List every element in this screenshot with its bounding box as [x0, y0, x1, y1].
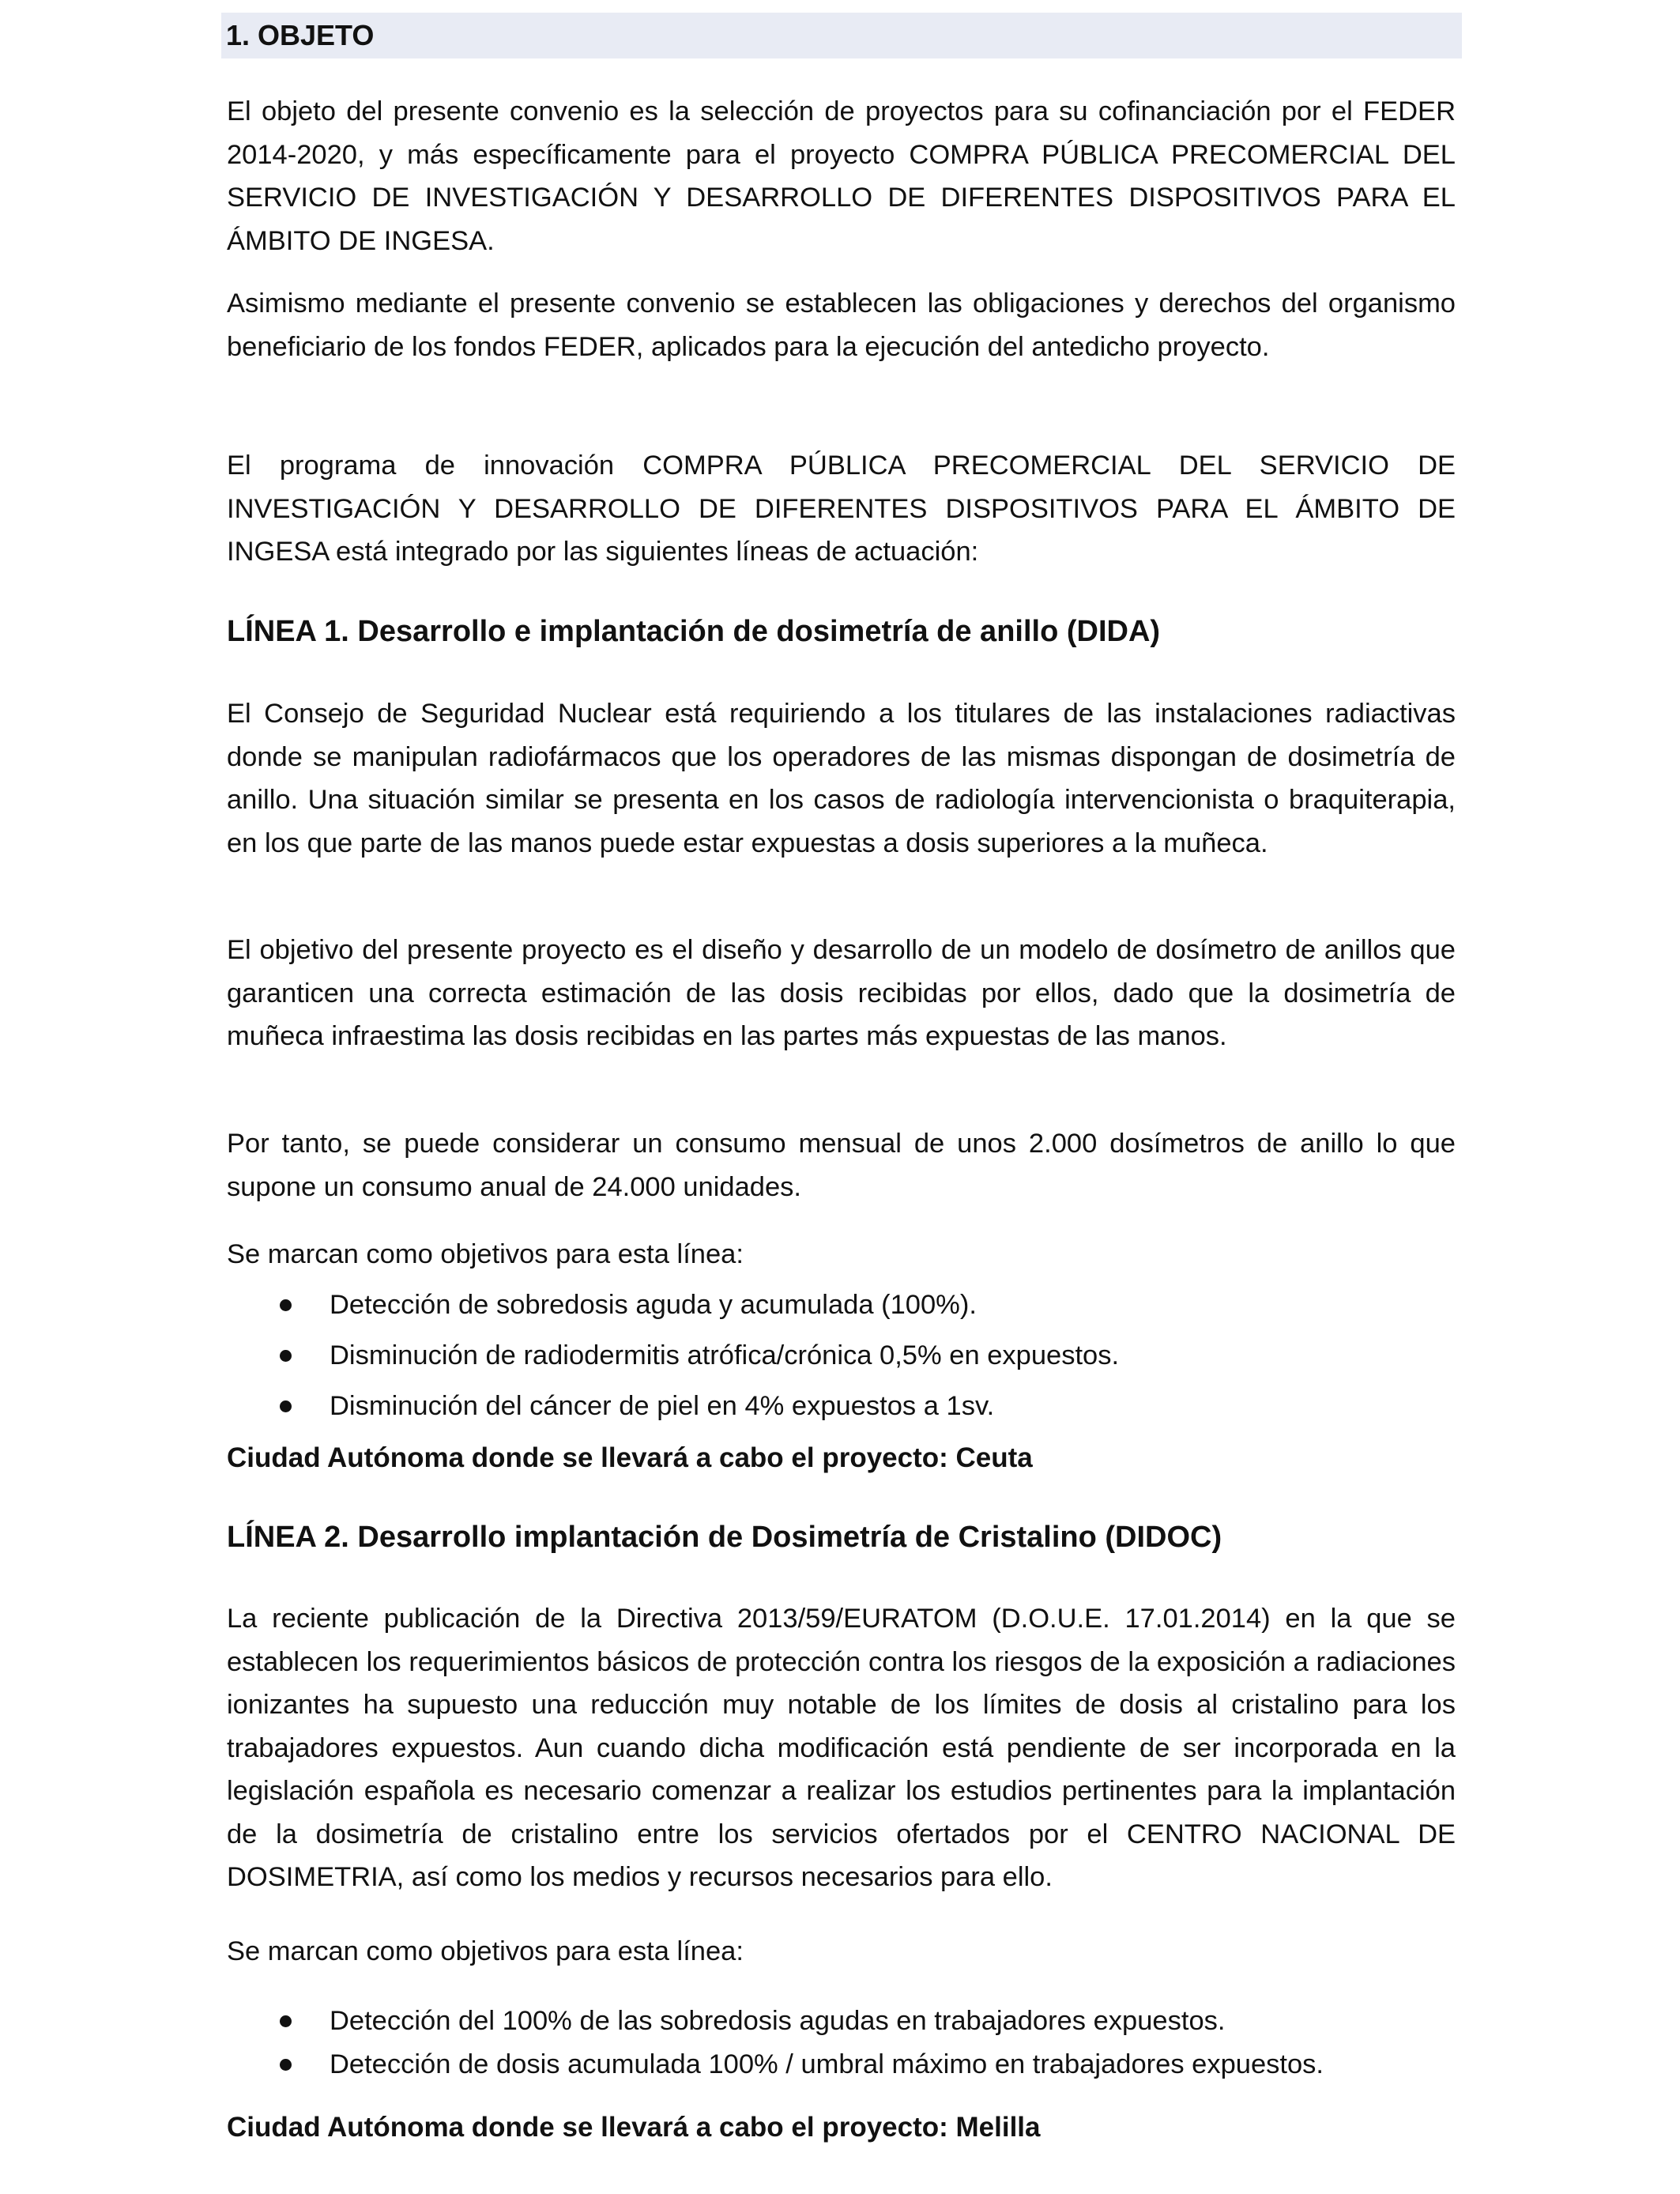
objeto-paragraph-1: El objeto del presente convenio es la selección de proyectos para su cofinanciación por el FEDER 2014-2020, y más específicamente para el proyecto COMPRA PÚBLICA PRECOMERCIAL DEL SERVICIO DE INVESTIGACIÓN Y DESARROLLO DE DIFERENTES DISPOSITIVOS PARA EL ÁMBITO DE INGESA. — [227, 96, 1456, 256]
list-item — [227, 2043, 1456, 2087]
list-item-text: Detección del 100% de las sobredosis agudas en trabajadores expuestos. — [330, 2006, 1226, 2036]
linea-2-heading: LÍNEA 2. Desarrollo implantación de Dosimetría de Cristalino (DIDOC) — [227, 1521, 1222, 1554]
bullet-icon — [280, 2059, 292, 2071]
linea-2-paragraph-1: La reciente publicación de la Directiva 2013/59/EURATOM (D.O.U.E. 17.01.2014) en la que se establecen los requerimientos básicos de protección contra los riesgos de la exposición a radiaciones ionizantes ha supuesto una reducción muy notable de los límites de dosis al cristalino para los trabajadores expuestos. Aun cuando dicha modificación está pendiente de ser incorporada en la legislación española es necesario comenzar a realizar los estudios pertinentes para la implantación de la dosimetría de cristalino entre los servicios ofertados por el CENTRO NACIONAL DE DOSIMETRIA, así como los medios y recursos necesarios para ello. — [227, 1604, 1456, 1892]
linea-1-heading: LÍNEA 1. Desarrollo e implantación de dosimetría de anillo (DIDA) — [227, 615, 1161, 648]
linea-2-objectives-list — [227, 2000, 1456, 2087]
objeto-paragraph-3: El programa de innovación COMPRA PÚBLICA PRECOMERCIAL DEL SERVICIO DE INVESTIGACIÓN Y DESARROLLO DE DIFERENTES DISPOSITIVOS PARA EL ÁMBITO DE INGESA está integrado por las siguientes líneas de actuación: — [227, 450, 1456, 567]
bullet-icon — [280, 2015, 292, 2027]
linea-1-paragraph-2: El objetivo del presente proyecto es el diseño y desarrollo de un modelo de dosímetro de anillos que garanticen una correcta estimación de las dosis recibidas por ellos, dado que la dosimetría de muñeca infraestima las dosis recibidas en las partes más expuestas de las manos. — [227, 935, 1456, 1051]
bullet-icon — [280, 1299, 292, 1311]
linea-1-location: Ciudad Autónoma donde se llevará a cabo el proyecto: Ceuta — [227, 1442, 1033, 1473]
bullet-icon — [280, 1400, 292, 1412]
list-item-text: Detección de dosis acumulada 100% / umbral máximo en trabajadores expuestos. — [330, 2049, 1324, 2079]
list-item-text: Detección de sobredosis aguda y acumulada (100%). — [330, 1290, 977, 1320]
list-item-text: Disminución de radiodermitis atrófica/crónica 0,5% en expuestos. — [330, 1340, 1120, 1370]
linea-2-objectives-intro: Se marcan como objetivos para esta línea: — [227, 1936, 744, 1966]
linea-1-objectives-intro: Se marcan como objetivos para esta línea: — [227, 1239, 744, 1269]
linea-1-objectives-list — [227, 1284, 1456, 1435]
list-item — [227, 2000, 1456, 2043]
list-item — [227, 1385, 1456, 1435]
linea-2-location: Ciudad Autónoma donde se llevará a cabo el proyecto: Melilla — [227, 2112, 1041, 2143]
linea-1-paragraph-1: El Consejo de Seguridad Nuclear está requiriendo a los titulares de las instalaciones radiactivas donde se manipulan radiofármacos que los operadores de las mismas dispongan de dosimetría de anillo. Una situación similar se presenta en los casos de radiología intervencionista o braquiterapia, en los que parte de las manos puede estar expuestas a dosis superiores a la muñeca. — [227, 699, 1456, 858]
objeto-paragraph-2: Asimismo mediante el presente convenio se establecen las obligaciones y derechos del organismo beneficiario de los fondos FEDER, aplicados para la ejecución del antedicho proyecto. — [227, 288, 1456, 362]
list-item-text: Disminución del cáncer de piel en 4% expuestos a 1sv. — [330, 1391, 995, 1421]
list-item — [227, 1284, 1456, 1334]
section-heading: 1. OBJETO — [221, 13, 1462, 58]
bullet-icon — [280, 1350, 292, 1362]
linea-1-paragraph-3: Por tanto, se puede considerar un consumo mensual de unos 2.000 dosímetros de anillo lo que supone un consumo anual de 24.000 unidades. — [227, 1129, 1456, 1202]
list-item — [227, 1334, 1456, 1385]
